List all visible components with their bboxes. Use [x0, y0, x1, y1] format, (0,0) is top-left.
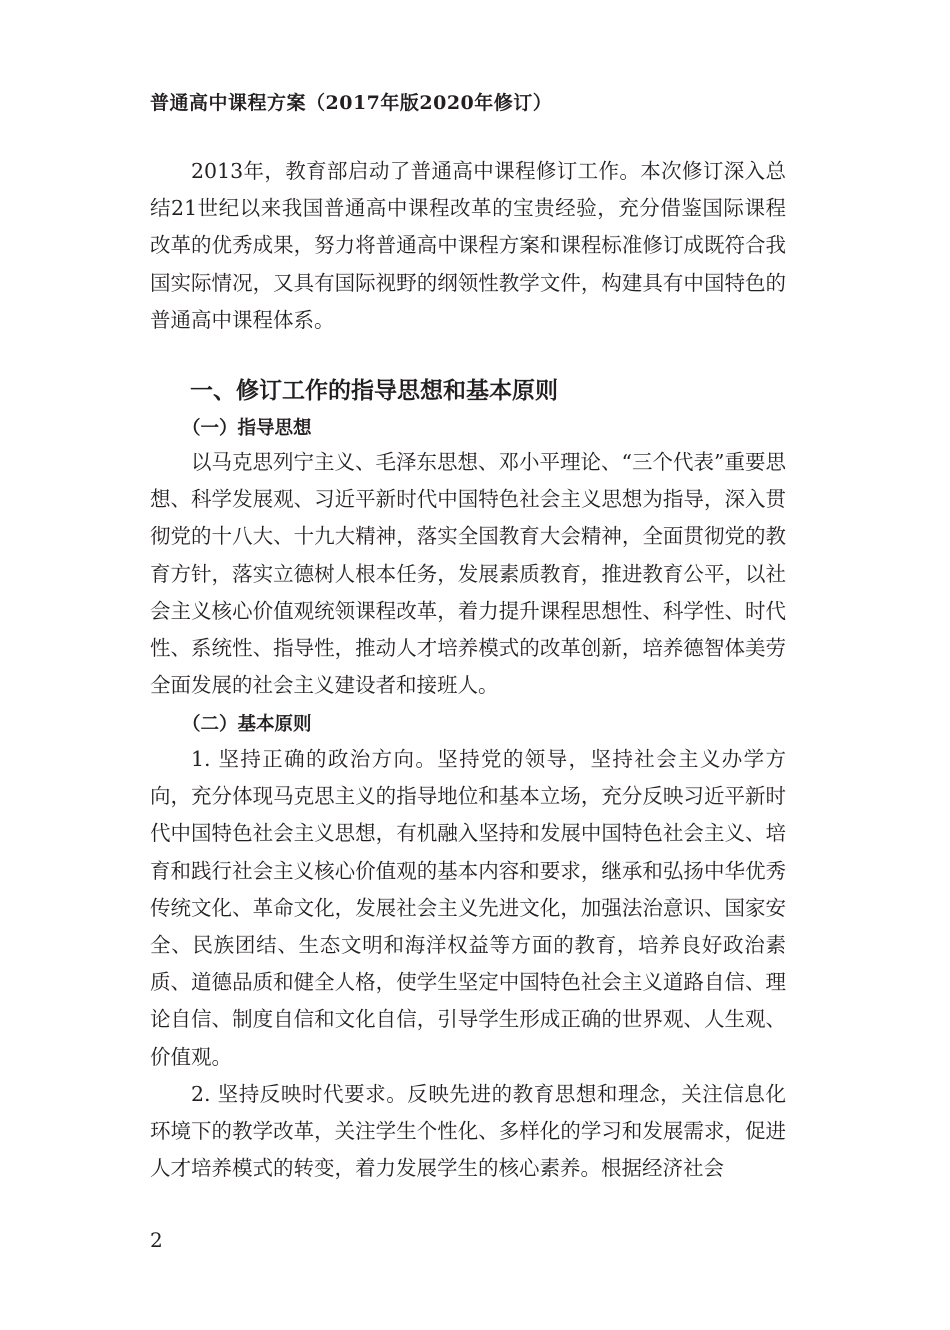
guiding-ideology-paragraph: 以马克思列宁主义、毛泽东思想、邓小平理论、“三个代表”重要思想、科学发展观、习近平新时代中国特色社会主义思想为指导，深入贯彻党的十八大、十九大精神，落实全国教育大会精神，全面贯彻党的教育方针，落实立德树人根本任务，发展素质教育，推进教育公平，以社会主义核心价值观统领课程改革，着力提升课程思想性、科学性、时代性、系统性、指导性，推动人才培养模式的改革创新，培养德智体美劳全面发展的社会主义建设者和接班人。 [150, 450, 786, 698]
section-heading: 一、修订工作的指导思想和基本原则 [190, 378, 558, 404]
principle-2-paragraph: 2. 坚持反映时代要求。反映先进的教育思想和理念，关注信息化环境下的教学改革，关注学生个性化、多样化的学习和发展需求，促进人才培养模式的转变，着力发展学生的核心素养。根据经济社会 [150, 1082, 786, 1181]
intro-paragraph: 2013年，教育部启动了普通高中课程修订工作。本次修订深入总结21世纪以来我国普通高中课程改革的宝贵经验，充分借鉴国际课程改革的优秀成果，努力将普通高中课程方案和课程标准修订成既符合我国实际情况，又具有国际视野的纲领性教学文件，构建具有中国特色的普通高中课程体系。 [150, 159, 786, 332]
principle-1-paragraph: 1. 坚持正确的政治方向。坚持党的领导，坚持社会主义办学方向，充分体现马克思主义的指导地位和基本立场，充分反映习近平新时代中国特色社会主义思想，有机融入坚持和发展中国特色社会主义、培育和践行社会主义核心价值观的基本内容和要求，继承和弘扬中华优秀传统文化、革命文化，发展社会主义先进文化，加强法治意识、国家安全、民族团结、生态文明和海洋权益等方面的教育，培养良好政治素质、道德品质和健全人格，使学生坚定中国特色社会主义道路自信、理论自信、制度自信和文化自信，引导学生形成正确的世界观、人生观、价值观。 [150, 747, 786, 1069]
running-header: 普通高中课程方案（2017年版2020年修订） [150, 92, 553, 114]
subsection-heading-basic-principles: （二）基本原则 [182, 714, 312, 735]
subsection-heading-guiding-ideology: （一）指导思想 [182, 418, 312, 439]
page-number: 2 [150, 1228, 163, 1252]
